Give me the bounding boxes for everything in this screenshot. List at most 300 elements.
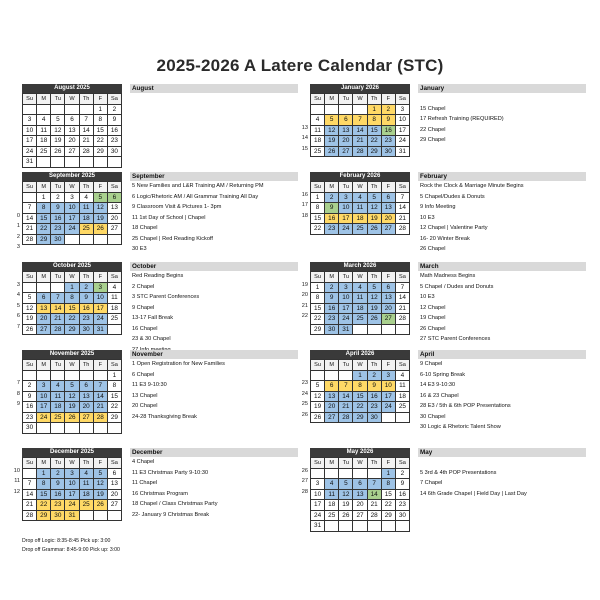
day-cell: 24 [339, 314, 353, 325]
day-cell [51, 105, 65, 116]
note-line: 13-17 Fall Break [132, 315, 174, 321]
note-line: 7 Chapel [420, 480, 443, 486]
day-cell [65, 371, 79, 382]
day-of-week-label: W [353, 94, 367, 105]
day-cell: 18 [396, 392, 410, 403]
day-cell: 14 [353, 126, 367, 137]
month-calendar [22, 350, 122, 434]
footer-grammar: Drop off Grammar: 8:45-9:00 Pick up: 3:00 [22, 547, 120, 553]
notes-heading: January [418, 84, 586, 93]
day-cell: 27 [108, 224, 122, 235]
day-cell: 3 [94, 283, 108, 294]
day-cell: 27 [325, 413, 339, 424]
day-cell: 4 [80, 469, 94, 480]
day-cell: 25 [325, 511, 339, 522]
day-cell: 6 [80, 381, 94, 392]
day-cell: 19 [368, 304, 382, 315]
day-cell: 30 [368, 413, 382, 424]
day-cell: 18 [353, 214, 367, 225]
day-of-week-label: M [325, 458, 339, 469]
week-number: 10 [13, 467, 20, 474]
month-header: December 2025 [22, 448, 122, 457]
day-cell: 14 [51, 304, 65, 315]
day-of-week-label: M [37, 272, 51, 283]
day-cell: 30 [80, 325, 94, 336]
day-cell [94, 157, 108, 168]
day-cell: 24 [65, 500, 79, 511]
day-cell: 30 [51, 511, 65, 522]
day-of-week-label: Tu [51, 272, 65, 283]
day-cell: 9 [382, 115, 396, 126]
day-cell: 21 [23, 500, 37, 511]
day-cell [382, 325, 396, 336]
day-of-week-label: Tu [51, 182, 65, 193]
day-cell: 6 [325, 381, 339, 392]
day-cell: 25 [51, 413, 65, 424]
day-cell: 27 [382, 224, 396, 235]
day-of-week-label: Th [80, 360, 94, 371]
day-cell: 16 [325, 304, 339, 315]
note-line: 10 E3 [420, 214, 435, 221]
day-cell: 9 [51, 479, 65, 490]
day-cell: 17 [23, 136, 37, 147]
day-cell: 23 [108, 136, 122, 147]
day-cell [37, 283, 51, 294]
day-cell: 17 [65, 214, 79, 225]
day-cell: 1 [311, 193, 325, 204]
note-line: 5 3rd & 4th POP Presentations [420, 469, 497, 476]
day-cell: 13 [65, 126, 79, 137]
week-number: 24 [301, 390, 308, 397]
day-cell: 11 [80, 203, 94, 214]
day-of-week-label: W [65, 458, 79, 469]
day-cell: 21 [80, 136, 94, 147]
day-of-week-label: Su [311, 360, 325, 371]
day-of-week-label: F [94, 182, 108, 193]
note-line: 28 E3 / 5th & 6th POP Presentations [420, 403, 511, 409]
day-cell [108, 325, 122, 336]
day-cell [325, 371, 339, 382]
day-of-week-label: M [325, 272, 339, 283]
day-cell: 2 [51, 193, 65, 204]
day-cell [94, 423, 108, 434]
note-line: 12 Chapel | Valentine Party [420, 225, 488, 231]
day-cell: 27 [339, 147, 353, 158]
day-cell: 15 [353, 392, 367, 403]
month-header: January 2026 [310, 84, 410, 93]
day-cell: 16 [80, 304, 94, 315]
month-notes [130, 172, 298, 255]
month-calendar [22, 262, 122, 335]
day-cell [339, 105, 353, 116]
day-cell [396, 521, 410, 532]
day-cell: 6 [108, 469, 122, 480]
day-cell: 13 [339, 126, 353, 137]
day-cell: 20 [353, 500, 367, 511]
day-cell: 27 [37, 325, 51, 336]
day-cell: 16 [23, 402, 37, 413]
note-line: 4 Chapel [132, 459, 155, 465]
day-cell: 8 [382, 479, 396, 490]
day-of-week-label: Th [80, 272, 94, 283]
month-grid [22, 271, 122, 335]
day-cell: 31 [339, 325, 353, 336]
day-cell: 2 [23, 381, 37, 392]
day-of-week-label: Th [368, 94, 382, 105]
note-line: 14 6th Grade Chapel | Field Day | Last Day [420, 490, 527, 497]
day-of-week-label: W [65, 94, 79, 105]
day-cell [23, 193, 37, 204]
day-cell: 7 [353, 115, 367, 126]
day-of-week-label: Sa [396, 458, 410, 469]
day-of-week-label: F [382, 272, 396, 283]
day-cell: 11 [51, 392, 65, 403]
note-line: 19 Chapel [420, 315, 446, 321]
day-cell: 10 [94, 293, 108, 304]
day-cell [80, 157, 94, 168]
note-line: 5 Chapel / Dudes and Donuts [420, 283, 494, 290]
month-header: September 2025 [22, 172, 122, 181]
day-cell: 3 [23, 115, 37, 126]
day-cell: 29 [65, 325, 79, 336]
notes-heading: December [130, 448, 298, 457]
day-of-week-label: Th [368, 272, 382, 283]
day-cell: 22 [311, 224, 325, 235]
day-cell: 12 [51, 126, 65, 137]
day-cell [94, 371, 108, 382]
day-cell: 25 [353, 314, 367, 325]
day-cell: 5 [23, 293, 37, 304]
note-line: 25 Chapel | Red Reading Kickoff [132, 235, 213, 242]
day-cell: 4 [396, 371, 410, 382]
day-cell: 3 [339, 193, 353, 204]
note-line: 18 Chapel / Class Christmas Party [132, 501, 218, 507]
day-cell: 4 [325, 479, 339, 490]
day-cell [23, 283, 37, 294]
day-of-week-label: Su [23, 360, 37, 371]
note-line: 11 E3 9-10:30 [132, 382, 167, 388]
day-of-week-label: Tu [51, 94, 65, 105]
month-grid [310, 271, 410, 335]
day-of-week-label: M [37, 182, 51, 193]
week-number: 23 [301, 380, 308, 386]
day-of-week-label: W [65, 182, 79, 193]
day-cell: 15 [311, 214, 325, 225]
day-cell: 5 [368, 283, 382, 294]
note-line: Rock the Clock & Marriage Minute Begins [420, 183, 524, 189]
note-line: 2 Chapel [132, 283, 155, 290]
day-cell: 23 [51, 224, 65, 235]
day-cell [65, 105, 79, 116]
month-grid [22, 457, 122, 521]
day-cell: 21 [51, 314, 65, 325]
day-cell: 25 [80, 500, 94, 511]
day-cell: 28 [396, 224, 410, 235]
week-number: 27 [301, 478, 308, 484]
day-cell: 19 [65, 402, 79, 413]
note-line: 27 STC Parent Conferences [420, 336, 491, 342]
week-number: 22 [301, 313, 308, 319]
week-number: 18 [301, 212, 308, 219]
note-line: 5 New Families and L&R Training AM / Returning PM [132, 183, 264, 189]
day-cell [325, 105, 339, 116]
note-line: 16 Chapel [132, 325, 158, 332]
day-cell: 14 [396, 293, 410, 304]
month-header: November 2025 [22, 350, 122, 359]
month-notes [130, 350, 298, 422]
day-cell: 22 [311, 314, 325, 325]
day-of-week-label: Tu [51, 458, 65, 469]
day-cell: 30 [108, 147, 122, 158]
day-cell: 16 [51, 214, 65, 225]
day-of-week-label: M [37, 360, 51, 371]
month-header: April 2026 [310, 350, 410, 359]
day-of-week-label: M [37, 94, 51, 105]
day-cell: 26 [65, 413, 79, 424]
day-cell: 20 [80, 402, 94, 413]
day-cell: 22 [37, 500, 51, 511]
day-cell: 13 [382, 293, 396, 304]
day-cell: 12 [94, 479, 108, 490]
day-cell: 7 [23, 203, 37, 214]
day-cell: 25 [80, 224, 94, 235]
day-cell: 28 [368, 511, 382, 522]
note-line: 15 Chapel [420, 105, 446, 112]
week-number: 2 [16, 233, 20, 240]
day-cell: 24 [94, 314, 108, 325]
day-cell: 8 [353, 381, 367, 392]
day-cell: 11 [325, 490, 339, 501]
day-of-week-label: Sa [396, 360, 410, 371]
day-of-week-label: Sa [108, 272, 122, 283]
month-header: February 2026 [310, 172, 410, 181]
day-of-week-label: F [382, 458, 396, 469]
day-cell: 19 [23, 314, 37, 325]
day-cell: 8 [94, 115, 108, 126]
day-cell [396, 325, 410, 336]
month-calendar [22, 172, 122, 245]
day-of-week-label: Sa [396, 272, 410, 283]
day-cell: 4 [311, 115, 325, 126]
day-of-week-label: W [353, 272, 367, 283]
notes-heading: September [130, 172, 298, 181]
day-cell: 29 [37, 235, 51, 246]
day-cell: 22 [37, 224, 51, 235]
day-cell: 10 [339, 293, 353, 304]
day-of-week-label: Su [23, 94, 37, 105]
day-cell: 5 [368, 193, 382, 204]
day-cell: 24 [311, 511, 325, 522]
day-cell: 26 [311, 413, 325, 424]
day-cell: 11 [396, 381, 410, 392]
day-cell: 13 [353, 490, 367, 501]
note-line: 6 Logic/Rhetoric AM / All Grammar Training All Day [132, 193, 259, 200]
week-number: 26 [301, 411, 308, 418]
day-cell: 17 [65, 490, 79, 501]
day-of-week-label: F [94, 360, 108, 371]
month-calendar [22, 448, 122, 521]
month-grid [22, 181, 122, 245]
notes-heading: November [130, 350, 298, 359]
day-cell: 1 [108, 371, 122, 382]
month-notes [418, 448, 586, 499]
month-calendar [310, 350, 410, 423]
note-line: 11 1st Day of School | Chapel [132, 214, 206, 221]
day-cell: 6 [353, 479, 367, 490]
day-cell: 29 [353, 413, 367, 424]
day-cell [80, 371, 94, 382]
day-cell [94, 511, 108, 522]
day-of-week-label: Tu [339, 360, 353, 371]
day-cell: 8 [65, 293, 79, 304]
day-cell: 15 [37, 490, 51, 501]
month-grid [22, 359, 122, 434]
day-cell: 9 [396, 479, 410, 490]
month-notes [418, 84, 586, 146]
day-cell: 11 [353, 203, 367, 214]
day-cell: 12 [311, 392, 325, 403]
day-cell: 4 [353, 283, 367, 294]
note-line: 3 STC Parent Conferences [132, 294, 200, 300]
day-cell: 1 [65, 283, 79, 294]
day-cell: 30 [23, 423, 37, 434]
day-cell: 8 [311, 203, 325, 214]
month-grid [310, 359, 410, 423]
week-number: 0 [16, 212, 20, 219]
note-line: 26 Chapel [420, 325, 446, 332]
week-number: 3 [16, 281, 20, 288]
day-cell: 23 [325, 224, 339, 235]
month-calendar [310, 448, 410, 532]
week-number: 7 [16, 380, 20, 386]
day-cell: 19 [339, 500, 353, 511]
day-cell: 20 [339, 136, 353, 147]
week-number: 9 [16, 401, 20, 407]
day-cell: 28 [396, 314, 410, 325]
day-cell: 26 [94, 500, 108, 511]
day-cell: 16 [382, 126, 396, 137]
day-of-week-label: Th [368, 458, 382, 469]
day-cell: 13 [37, 304, 51, 315]
day-cell: 4 [37, 115, 51, 126]
day-cell: 21 [353, 136, 367, 147]
notes-heading: February [418, 172, 586, 181]
day-cell: 4 [108, 283, 122, 294]
week-number: 21 [301, 302, 308, 309]
day-cell: 16 [325, 214, 339, 225]
day-cell: 29 [108, 413, 122, 424]
note-line: 16 Christmas Program [132, 490, 188, 497]
day-of-week-label: Su [23, 182, 37, 193]
day-of-week-label: W [65, 360, 79, 371]
day-cell: 2 [325, 283, 339, 294]
month-header: October 2025 [22, 262, 122, 271]
day-cell [382, 413, 396, 424]
month-header: May 2026 [310, 448, 410, 457]
day-of-week-label: M [325, 360, 339, 371]
day-of-week-label: Th [368, 360, 382, 371]
day-cell: 11 [37, 126, 51, 137]
day-cell: 13 [108, 203, 122, 214]
day-cell: 26 [368, 224, 382, 235]
day-of-week-label: Su [23, 272, 37, 283]
day-cell: 21 [23, 224, 37, 235]
day-cell: 9 [23, 392, 37, 403]
day-cell: 17 [396, 126, 410, 137]
day-cell: 18 [80, 214, 94, 225]
day-cell: 1 [311, 283, 325, 294]
day-cell: 6 [382, 283, 396, 294]
day-cell: 22 [382, 500, 396, 511]
day-cell: 23 [368, 402, 382, 413]
note-line: 9 Chapel [132, 304, 155, 311]
day-cell [325, 521, 339, 532]
week-number: 17 [301, 202, 308, 208]
day-cell: 12 [65, 392, 79, 403]
day-cell: 10 [23, 126, 37, 137]
day-cell: 18 [108, 304, 122, 315]
day-cell: 23 [80, 314, 94, 325]
day-cell [311, 469, 325, 480]
day-cell: 8 [37, 479, 51, 490]
month-notes [130, 84, 298, 93]
day-cell: 14 [368, 490, 382, 501]
month-notes [130, 448, 298, 520]
day-cell: 22 [353, 402, 367, 413]
day-cell: 18 [353, 304, 367, 315]
day-cell: 24 [37, 413, 51, 424]
footer-logic: Drop off Logic: 8:35-8:45 Pick up: 3:00 [22, 538, 111, 544]
day-cell: 29 [311, 325, 325, 336]
note-line: 16 & 23 Chapel [420, 392, 459, 399]
day-cell: 14 [23, 214, 37, 225]
day-cell: 9 [108, 115, 122, 126]
day-cell: 29 [382, 511, 396, 522]
day-cell: 24 [65, 224, 79, 235]
day-cell: 26 [339, 511, 353, 522]
day-cell [37, 105, 51, 116]
day-cell: 31 [23, 157, 37, 168]
day-cell: 22 [94, 136, 108, 147]
day-cell: 20 [65, 136, 79, 147]
day-of-week-label: Tu [339, 272, 353, 283]
note-line: 11 E3 Christmas Party 9-10:30 [132, 469, 209, 476]
note-line: 22- January 9 Christmas Break [132, 511, 210, 518]
day-cell: 10 [65, 479, 79, 490]
day-cell [51, 283, 65, 294]
day-cell: 12 [23, 304, 37, 315]
day-cell: 20 [108, 214, 122, 225]
day-cell: 9 [325, 293, 339, 304]
day-of-week-label: W [65, 272, 79, 283]
note-line: 5 Chapel/Dudes & Donuts [420, 193, 485, 200]
day-cell [396, 413, 410, 424]
week-number: 14 [301, 135, 308, 141]
day-cell: 2 [108, 105, 122, 116]
day-cell: 21 [396, 214, 410, 225]
day-cell: 28 [23, 235, 37, 246]
month-notes [130, 262, 298, 355]
note-line: 14 E3 9-10:30 [420, 382, 456, 388]
day-cell: 30 [51, 235, 65, 246]
day-cell: 3 [382, 371, 396, 382]
day-cell: 28 [23, 511, 37, 522]
month-notes [418, 350, 586, 433]
day-cell [65, 157, 79, 168]
day-of-week-label: F [94, 272, 108, 283]
day-cell [51, 371, 65, 382]
day-cell: 7 [80, 115, 94, 126]
